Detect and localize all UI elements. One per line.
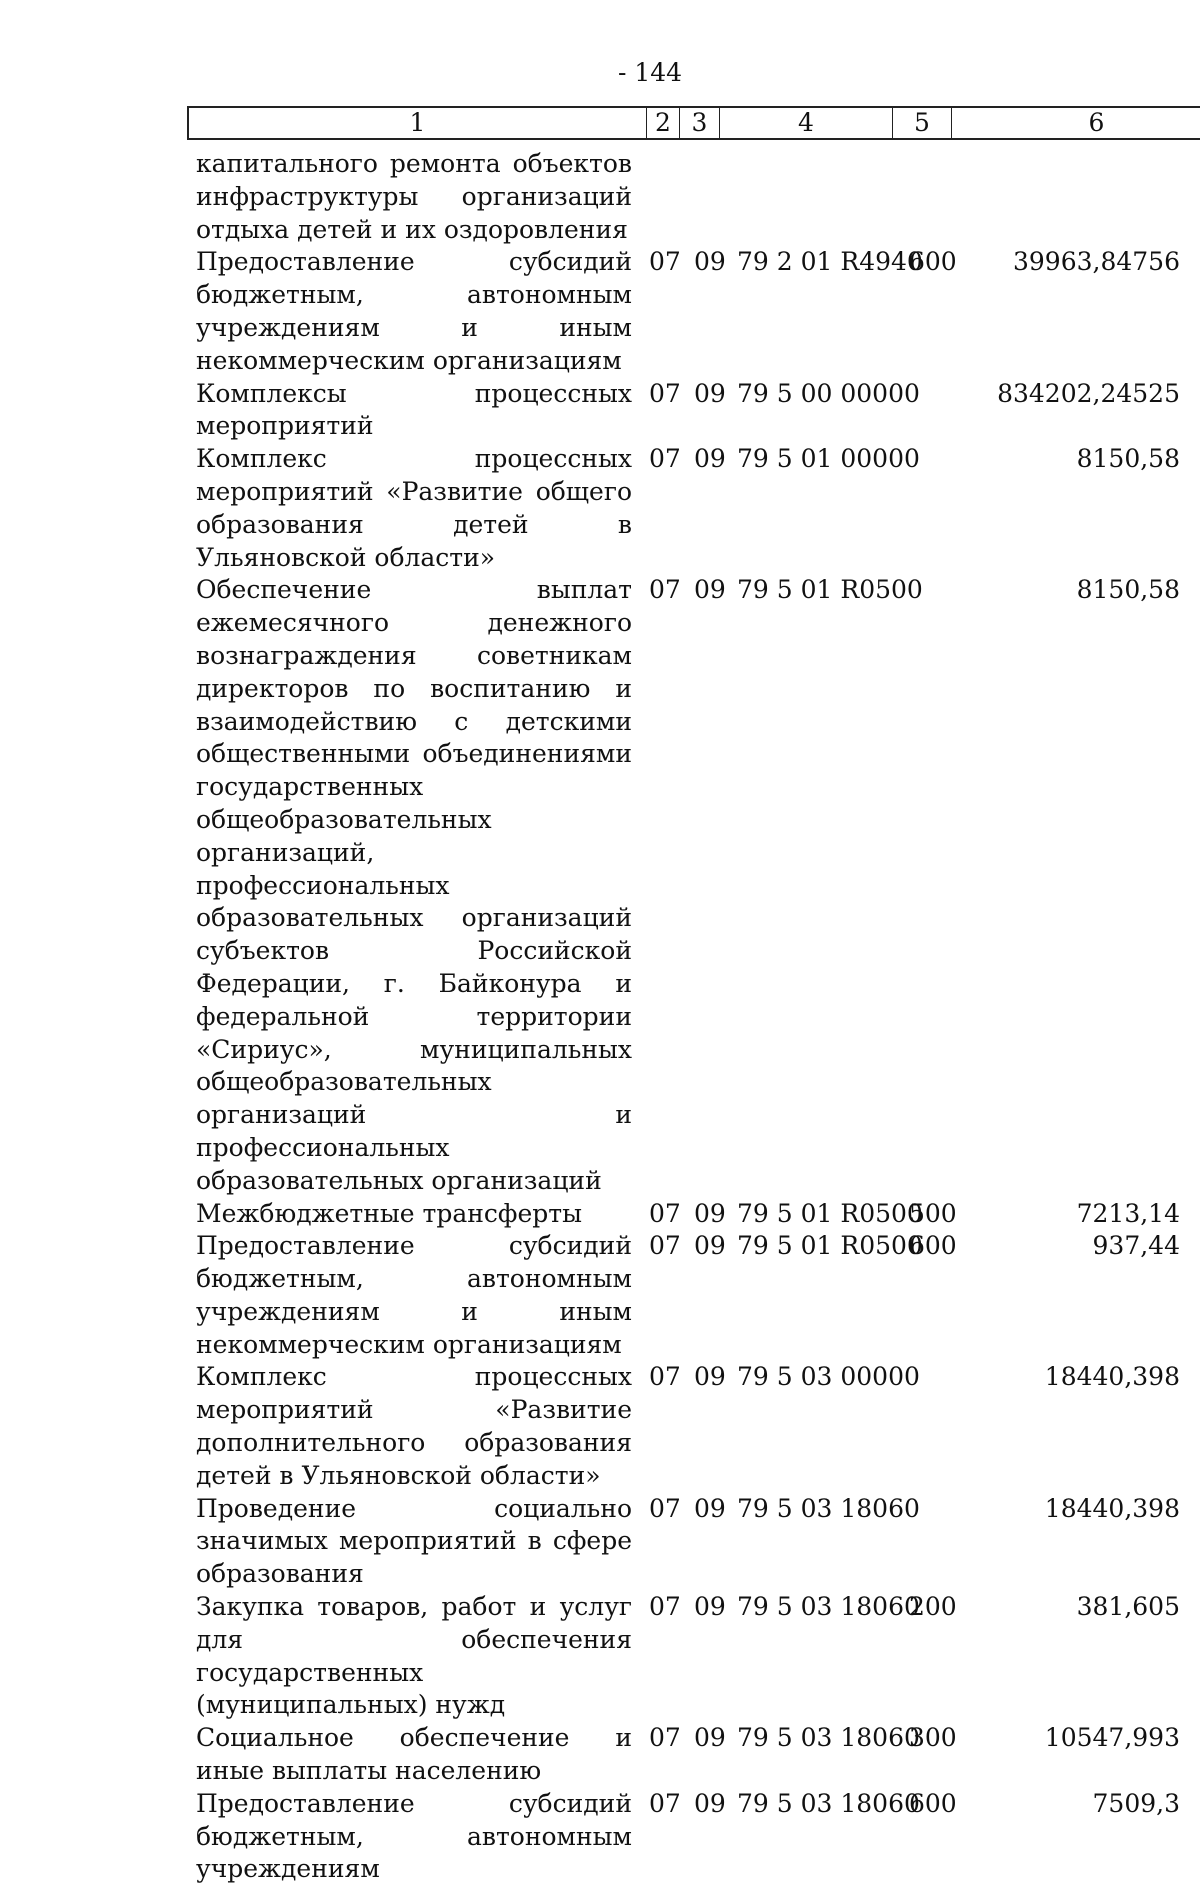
budget-table-body: [196, 148, 1180, 1886]
row-expense-type: 500: [909, 1198, 957, 1228]
row-amount: 18440,398: [1044, 1362, 1180, 1392]
row-description: Комплексы процессных мероприятий: [196, 378, 632, 441]
row-description: Межбюджетные трансферты: [196, 1198, 583, 1228]
row-amount: 39963,84756: [1012, 247, 1180, 277]
row-section: 07: [649, 1493, 681, 1523]
table-row: [196, 443, 1180, 574]
row-subsection: 09: [694, 1788, 726, 1818]
row-expense-type: 300: [909, 1723, 957, 1753]
row-section: 07: [649, 1362, 681, 1392]
row-amount: 8150,58: [1076, 575, 1180, 605]
row-expense-type: 200: [909, 1592, 957, 1622]
row-section: 07: [649, 1592, 681, 1622]
row-subsection: 09: [694, 1592, 726, 1622]
row-subsection: 09: [694, 378, 726, 408]
row-description: Комплекс процессных мероприятий «Развитие общего образования детей в Ульяновской области»: [196, 444, 632, 572]
table-row: [196, 246, 1180, 377]
row-section: 07: [649, 378, 681, 408]
column-header-6: 6: [1088, 108, 1105, 137]
row-target-article: 79 5 03 00000: [737, 1362, 920, 1392]
row-subsection: 09: [694, 1493, 726, 1523]
row-section: 07: [649, 575, 681, 605]
row-description: Предоставление субсидий бюджетным, автономным учреждениям: [196, 1788, 632, 1884]
row-target-article: 79 5 03 18060: [737, 1592, 920, 1622]
row-target-article: 79 5 01 R0500: [737, 1198, 923, 1228]
table-row: [196, 148, 1156, 246]
row-section: 07: [649, 1198, 681, 1228]
row-amount: 10547,993: [1044, 1723, 1180, 1753]
row-description: Предоставление субсидий бюджетным, автономным учреждениям и иным некоммерческим организациям: [196, 247, 632, 375]
row-section: 07: [649, 1231, 681, 1261]
row-section: 07: [649, 1788, 681, 1818]
row-expense-type: 600: [909, 1231, 957, 1261]
column-header-row: [187, 106, 1200, 140]
table-row: [196, 1591, 1180, 1722]
row-target-article: 79 5 03 18060: [737, 1493, 920, 1523]
row-amount: 8150,58: [1076, 444, 1180, 474]
row-target-article: 79 5 00 00000: [737, 378, 920, 408]
row-expense-type: 600: [909, 247, 957, 277]
row-subsection: 09: [694, 1231, 726, 1261]
row-subsection: 09: [694, 575, 726, 605]
row-subsection: 09: [694, 247, 726, 277]
table-row: [196, 1788, 1180, 1886]
page-number: - 144: [617, 58, 683, 87]
row-amount: 381,605: [1076, 1592, 1180, 1622]
table-row: [196, 1198, 1180, 1231]
row-target-article: 79 5 01 00000: [737, 444, 920, 474]
row-description: Социальное обеспечение и иные выплаты населению: [196, 1723, 632, 1786]
table-row: [196, 378, 1180, 444]
row-description: капитального ремонта объектов инфраструктуры организаций отдыха детей и их оздоровления: [196, 149, 632, 244]
row-target-article: 79 5 03 18060: [737, 1723, 920, 1753]
table-row: [196, 574, 1180, 1197]
table-row: [196, 1493, 1180, 1591]
row-subsection: 09: [694, 1198, 726, 1228]
row-amount: 18440,398: [1044, 1493, 1180, 1523]
row-description: Проведение социально значимых мероприятий в сфере образования: [196, 1493, 632, 1589]
row-description: Комплекс процессных мероприятий «Развитие дополнительного образования детей в Ульяновской области»: [196, 1362, 632, 1490]
row-amount: 7213,14: [1076, 1198, 1180, 1228]
row-target-article: 79 5 03 18060: [737, 1788, 920, 1818]
column-header-2: 2: [647, 108, 680, 138]
table-row: [196, 1722, 1180, 1788]
row-target-article: 79 5 01 R0500: [737, 575, 923, 605]
row-section: 07: [649, 444, 681, 474]
row-subsection: 09: [694, 1362, 726, 1392]
row-target-article: 79 2 01 R4940: [737, 247, 923, 277]
row-description: Закупка товаров, работ и услуг для обеспечения государственных (муниципальных) нужд: [196, 1592, 632, 1720]
row-amount: 937,44: [1092, 1231, 1180, 1261]
row-section: 07: [649, 247, 681, 277]
row-description: Предоставление субсидий бюджетным, автономным учреждениям и иным некоммерческим организациям: [196, 1231, 632, 1359]
row-amount: 7509,3: [1092, 1788, 1180, 1818]
table-row: [196, 1361, 1180, 1492]
row-subsection: 09: [694, 444, 726, 474]
column-header-4: 4: [720, 108, 893, 138]
column-header-5: 5: [893, 108, 952, 138]
column-header-3: 3: [680, 108, 720, 138]
row-description: Обеспечение выплат ежемесячного денежного вознаграждения советникам директоров по воспитанию и взаимодействию с детскими общественными объединениями государственных общеобразовательных организаций, профессиональных образовательных организаций субъектов Российской Федерации, г. Байконура и федеральной территории «Сириус», муниципальных общеобразовательных организаций и профессиональных образовательных организаций: [196, 575, 632, 1195]
table-row: [196, 1230, 1180, 1361]
row-target-article: 79 5 01 R0500: [737, 1231, 923, 1261]
column-header-1: 1: [189, 108, 647, 138]
row-expense-type: 600: [909, 1788, 957, 1818]
row-subsection: 09: [694, 1723, 726, 1753]
row-amount: 834202,24525: [997, 378, 1180, 408]
row-section: 07: [649, 1723, 681, 1753]
